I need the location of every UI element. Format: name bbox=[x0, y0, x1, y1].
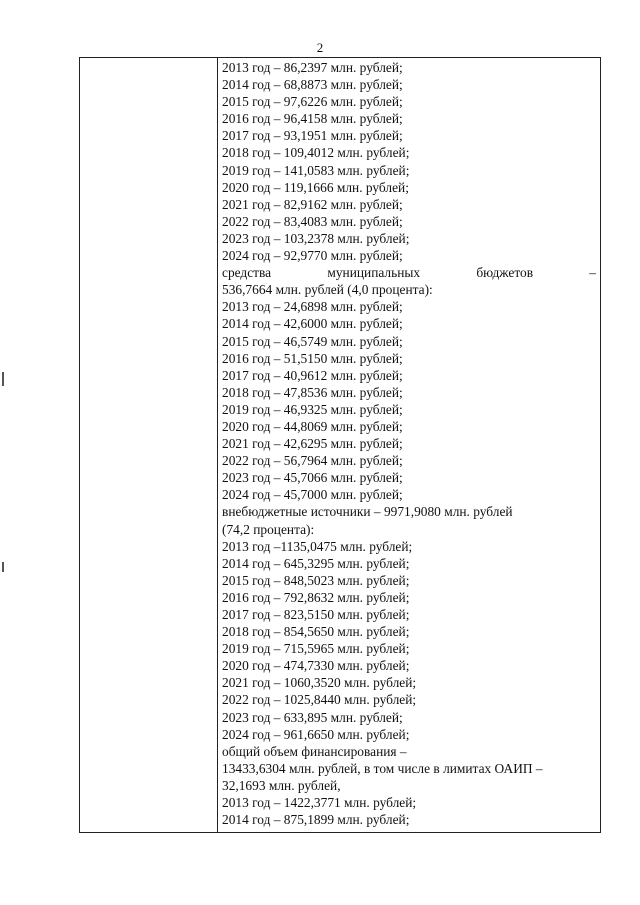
text-line: 2014 год – 875,1899 млн. рублей; bbox=[222, 812, 410, 828]
text-line: 2018 год – 109,4012 млн. рублей; bbox=[222, 145, 410, 161]
text-line: 2014 год – 645,3295 млн. рублей; bbox=[222, 555, 410, 571]
text-line: общий объем финансирования – bbox=[222, 743, 407, 759]
text-line: 2020 год – 119,1666 млн. рублей; bbox=[222, 179, 409, 195]
text-line-justified bbox=[222, 264, 596, 281]
word: – bbox=[589, 265, 596, 281]
text-line: 2017 год – 93,1951 млн. рублей; bbox=[222, 128, 403, 144]
text-line: 2023 год – 103,2378 млн. рублей; bbox=[222, 230, 410, 246]
text-line: 2019 год – 715,5965 млн. рублей; bbox=[222, 641, 410, 657]
text-line: 2019 год – 141,0583 млн. рублей; bbox=[222, 162, 410, 178]
text-line: 2018 год – 854,5650 млн. рублей; bbox=[222, 624, 410, 640]
financing-text-cell bbox=[222, 59, 596, 828]
text-line: 2022 год – 1025,8440 млн. рублей; bbox=[222, 692, 417, 708]
text-line: 2020 год – 474,7330 млн. рублей; bbox=[222, 658, 410, 674]
text-line: 32,1693 млн. рублей, bbox=[222, 777, 341, 793]
page-number: 2 bbox=[316, 40, 324, 55]
text-line: 2013 год – 1422,3771 млн. рублей; bbox=[222, 795, 417, 811]
text-line: 2019 год – 46,9325 млн. рублей; bbox=[222, 401, 403, 417]
word: бюджетов bbox=[476, 265, 534, 281]
text-line: 2013 год –1135,0475 млн. рублей; bbox=[222, 538, 413, 554]
text-line: 2022 год – 56,7964 млн. рублей; bbox=[222, 453, 403, 469]
text-line: 2024 год – 45,7000 млн. рублей; bbox=[222, 487, 403, 503]
text-line: 2017 год – 823,5150 млн. рублей; bbox=[222, 607, 410, 622]
scan-margin-mark bbox=[2, 372, 4, 386]
text-line: 2015 год – 46,5749 млн. рублей; bbox=[222, 333, 403, 349]
text-line: 2013 год – 86,2397 млн. рублей; bbox=[222, 60, 403, 75]
text-line: 2018 год – 47,8536 млн. рублей; bbox=[222, 384, 403, 400]
text-line: внебюджетные источники – 9971,9080 млн. рублей bbox=[222, 504, 513, 520]
text-line: 2020 год – 44,8069 млн. рублей; bbox=[222, 418, 403, 434]
text-line: (74,2 процента): bbox=[222, 521, 315, 537]
text-line: 2016 год – 792,8632 млн. рублей; bbox=[222, 589, 410, 605]
text-line: 13433,6304 млн. рублей, в том числе в лимитах ОАИП – bbox=[222, 760, 543, 776]
text-line: 2021 год – 42,6295 млн. рублей; bbox=[222, 436, 403, 452]
text-line: 2016 год – 51,5150 млн. рублей; bbox=[222, 350, 403, 366]
text-line: 2015 год – 97,6226 млн. рублей; bbox=[222, 94, 403, 110]
text-line: 2023 год – 45,7066 млн. рублей; bbox=[222, 470, 403, 486]
text-line: 2024 год – 961,6650 млн. рублей; bbox=[222, 726, 410, 742]
text-line: 2014 год – 68,8873 млн. рублей; bbox=[222, 77, 403, 93]
word: средства bbox=[222, 265, 272, 281]
text-line: 2023 год – 633,895 млн. рублей; bbox=[222, 709, 403, 725]
column-divider bbox=[217, 58, 218, 832]
text-line: 2013 год – 24,6898 млн. рублей; bbox=[222, 299, 403, 315]
text-line: 2017 год – 40,9612 млн. рублей; bbox=[222, 367, 403, 383]
scan-margin-mark bbox=[2, 562, 4, 572]
text-line: 2021 год – 82,9162 млн. рублей; bbox=[222, 196, 403, 212]
text-line: 2021 год – 1060,3520 млн. рублей; bbox=[222, 675, 417, 691]
content-table bbox=[79, 57, 601, 833]
text-line: 2024 год – 92,9770 млн. рублей; bbox=[222, 248, 403, 264]
text-line: 2022 год – 83,4083 млн. рублей; bbox=[222, 213, 403, 229]
text-line: 2015 год – 848,5023 млн. рублей; bbox=[222, 572, 410, 588]
text-line: 536,7664 млн. рублей (4,0 процента): bbox=[222, 282, 433, 298]
text-line: 2014 год – 42,6000 млн. рублей; bbox=[222, 316, 403, 332]
word: муниципальных bbox=[327, 265, 421, 281]
text-line: 2016 год – 96,4158 млн. рублей; bbox=[222, 111, 403, 127]
